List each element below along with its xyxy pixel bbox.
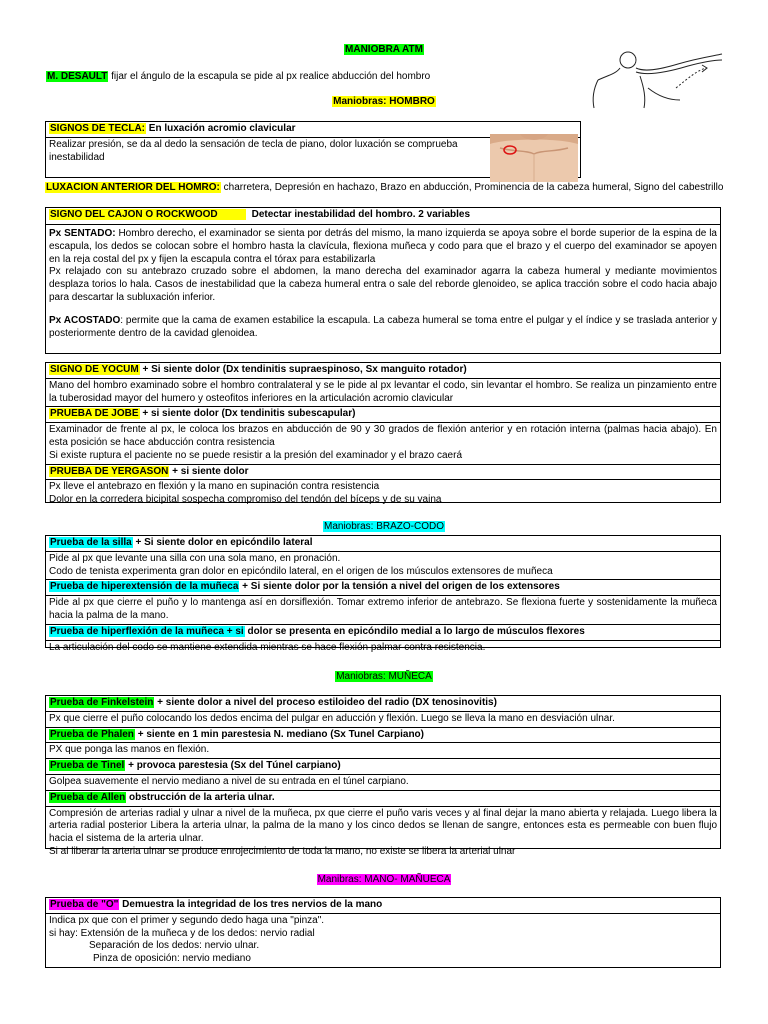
- title-brazo-text: Maniobras: BRAZO-CODO: [323, 521, 445, 532]
- yergason-body1: Px lleve el antebrazo en flexión y la mano en supinación contra resistencia: [49, 481, 380, 493]
- allen-body2: Si al liberar la arteria ulnar se produce enrojecimiento de toda la mano, no existe se libera la arterial ulnar: [49, 845, 516, 857]
- hiperext-body: Pide al px que cierre el puño y lo mantenga así en dorsiflexión. Tomar extremo inferior de antebrazo. Se flexiona fuerte y sostenidamente la muñeca hacia la palma de la mano.: [46, 596, 720, 625]
- o-test-body: [46, 914, 720, 967]
- yergason-header: [46, 465, 720, 481]
- o-test-line1: Indica px que con el primer y segundo dedo haga una "pinza".: [49, 914, 325, 926]
- yergason-header-rest: + si siente dolor: [169, 465, 249, 477]
- hiperext-label: Prueba de hiperextensión de la muñeca: [50, 581, 239, 593]
- yocum-body: Mano del hombro examinado sobre el hombro contralateral y se le pide al px levantar el codo, sin levantar el hombro. Se realiza un pinzamiento entre la tuberosidad mayor del humero y osteofitos inferiores en la articulación acromio clavicular: [46, 379, 720, 408]
- allen-body: [46, 807, 720, 860]
- silla-label: Prueba de la silla: [50, 537, 132, 548]
- yergason-label: PRUEBA DE YERGASON: [50, 465, 169, 477]
- luxacion-text: charretera, Depresión en hachazo, Brazo en abducción, Prominencia de la cabeza humeral, Signo del cabestrillo: [220, 182, 724, 193]
- o-test-header: [46, 898, 720, 914]
- yergason-body2: Dolor en la corredera bicipital sospecha compromiso del tendón del bíceps y de su vaina: [49, 494, 442, 506]
- silla-body2: Codo de tenista experimenta gran dolor en epicóndilo lateral, en el origen de los músculos extensores de muñeca: [49, 565, 553, 577]
- jobe-body2: Si existe ruptura el paciente no se puede resistir a la presión del examinador y el brazo caerá: [49, 449, 463, 461]
- cajon-p2: Px relajado con su antebrazo cruzado sobre el abdomen, la mano derecha del examinador agarra la cabeza humeral y mediante movimientos desplaza torios lo hala. Casos de inestabilidad que la cabeza humeral entra o sale del reborde glenoideo, se aplica tracción sobre el codo hacia abajo para descartar la subluxación inferior.: [49, 266, 717, 303]
- cajon-p1-text: Hombro derecho, el examinador se sienta por detrás del mismo, la mano izquierda se apoya sobre el borde superior de la espina de la escapula, los dedos se colocan sobre el hombro hasta la clavícula, flexiona muñeca y codo para que el brazo y el cuerpo del examinador se apoyen en la reja costal del px y fijen la escapula contra el tórax para estabilizarla: [49, 228, 717, 265]
- o-test-header-rest: Demuestra la integridad de los tres nervios de la mano: [119, 899, 383, 910]
- title-hombro: [0, 96, 768, 109]
- silla-header-rest: + Si siente dolor en epicóndilo lateral: [132, 537, 313, 548]
- o-test-label: Prueba de "O": [50, 899, 119, 910]
- title-atm-text: MANIOBRA ATM: [345, 44, 423, 55]
- cajon-p3-label: Px ACOSTADO: [49, 314, 121, 326]
- title-mano-text: Manibras: MANO- MAÑUECA: [317, 874, 451, 885]
- yergason-body: [46, 480, 720, 508]
- yocum-label: SIGNO DE YOCUM: [50, 364, 139, 375]
- yocum-header: [46, 363, 720, 379]
- luxacion-label: LUXACION ANTERIOR DEL HOMRO:: [46, 182, 220, 193]
- phalen-header-rest: + siente en 1 min parestesia N. mediano (Sx Tunel Carpiano): [134, 728, 424, 740]
- silla-body: [46, 552, 720, 581]
- hiperext-header: [46, 580, 720, 596]
- cajon-p1: [49, 228, 717, 266]
- tecla-body: Realizar presión, se da al dedo la sensación de tecla de piano, dolor luxación se comprueba inestabilidad: [49, 138, 458, 163]
- cajon-header: [46, 208, 720, 225]
- o-test-line3: Separación de los dedos: nervio ulnar.: [89, 940, 260, 952]
- cajon-box: [45, 207, 721, 354]
- o-test-line4: Pinza de oposición: nervio mediano: [93, 953, 251, 965]
- allen-header-rest: obstrucción de la arteria ulnar.: [126, 791, 275, 803]
- title-hombro-text: Maniobras: HOMBRO: [333, 96, 435, 107]
- allen-header: [46, 791, 720, 807]
- cajon-header-rest: Detectar inestabilidad del hombro. 2 variables: [251, 209, 471, 220]
- jobe-header-rest: + si siente dolor (Dx tendinitis subescapular): [139, 408, 356, 420]
- luxacion-line: [45, 182, 745, 195]
- hiperflex-body: La articulación del codo se mantiene extendida mientras se hace flexión palmar contra resistencia.: [49, 641, 486, 653]
- hiperext-header-rest: + Si siente dolor por la tensión a nivel del origen de los extensores: [239, 581, 560, 593]
- phalen-header: [46, 728, 720, 744]
- finkelstein-label: Prueba de Finkelstein: [50, 697, 154, 708]
- title-brazo: [0, 521, 768, 534]
- o-test-line2: si hay: Extensión de la muñeca y de los dedos: nervio radial: [49, 927, 315, 939]
- cajon-p3: [49, 315, 717, 341]
- finkelstein-body: Px que cierre el puño colocando los dedos encima del pulgar en aducción y flexión. Luego se lleva la mano en desviación ulnar.: [46, 712, 720, 728]
- finkelstein-header: [46, 696, 720, 712]
- jobe-header: [46, 407, 720, 423]
- desault-text: fijar el ángulo de la escapula se pide al px realice abducción del hombro: [108, 71, 431, 82]
- cajon-p1-label: Px SENTADO:: [49, 228, 116, 239]
- cajon-p3-text: : permite que la cama de examen estabilice la escapula. La cabeza humeral se toma entre el pulgar y el índice y se traslada anterior y posteriormente dentro de la cavidad glenoidea.: [49, 314, 717, 339]
- hiperflex-header: [46, 625, 720, 641]
- muneca-box: [45, 695, 721, 857]
- finkelstein-header-rest: + siente dolor a nivel del proceso estiloideo del radio (DX tenosinovitis): [154, 697, 497, 708]
- yocum-jobe-yergason-box: [45, 362, 721, 506]
- chest-photo-image: [490, 134, 578, 182]
- tinel-header-rest: + provoca parestesia (Sx del Túnel carpiano): [125, 760, 341, 772]
- tinel-header: [46, 759, 720, 775]
- desault-label: M. DESAULT: [47, 71, 108, 82]
- title-muneca-text: Maniobras: MUÑECA: [336, 671, 432, 682]
- title-mano: [0, 874, 768, 887]
- cajon-label: SIGNO DEL CAJON O ROCKWOOD: [49, 209, 246, 220]
- tinel-label: Prueba de Tinel: [50, 760, 125, 772]
- phalen-body: PX que ponga las manos en flexión.: [46, 743, 720, 759]
- desault-line: [46, 71, 566, 84]
- tecla-header-rest: En luxación acromio clavicular: [146, 123, 296, 134]
- cajon-body: [46, 225, 720, 341]
- chest-shoulder-photo-icon: [490, 134, 578, 182]
- silla-body1: Pide al px que levante una silla con una sola mano, en pronación.: [49, 552, 341, 564]
- hiperflex-header-rest: dolor se presenta en epicóndilo medial a lo largo de músculos flexores: [244, 625, 585, 637]
- title-muneca: [0, 671, 768, 684]
- jobe-body1: Examinador de frente al px, le coloca los brazos en abducción de 90 y 30 grados de flexión anterior y en rotación interna (palmas hacia abajo). En esta posición se hace abducción contra resistencia: [49, 424, 717, 448]
- tecla-label: SIGNOS DE TECLA:: [50, 123, 146, 134]
- jobe-label: PRUEBA DE JOBE: [50, 408, 139, 420]
- allen-body1: Compresión de arterias radial y ulnar a nivel de la muñeca, px que cierre el puño varis veces y al final dejar la mano abierta y relajada. Luego libera la arteria radial posterior Libera la arteria ulnar, la palma de la mano y los cinco dedos se llenan de sangre, entonces esta es permeable con buen flujo hacia el sistema de la arteria ulnar.: [49, 807, 717, 845]
- jobe-body: [46, 423, 720, 464]
- silla-header: [46, 536, 720, 552]
- hiperflex-label: Prueba de hiperflexión de la muñeca + si: [50, 625, 244, 637]
- phalen-label: Prueba de Phalen: [50, 728, 134, 740]
- yocum-header-rest: + Si siente dolor (Dx tendinitis supraespinoso, Sx manguito rotador): [139, 364, 467, 375]
- tinel-body: Golpea suavemente el nervio mediano a nivel de su entrada en el túnel carpiano.: [46, 775, 720, 791]
- mano-box: [45, 897, 721, 968]
- brazo-codo-box: [45, 535, 721, 653]
- allen-label: Prueba de Allen: [50, 791, 126, 803]
